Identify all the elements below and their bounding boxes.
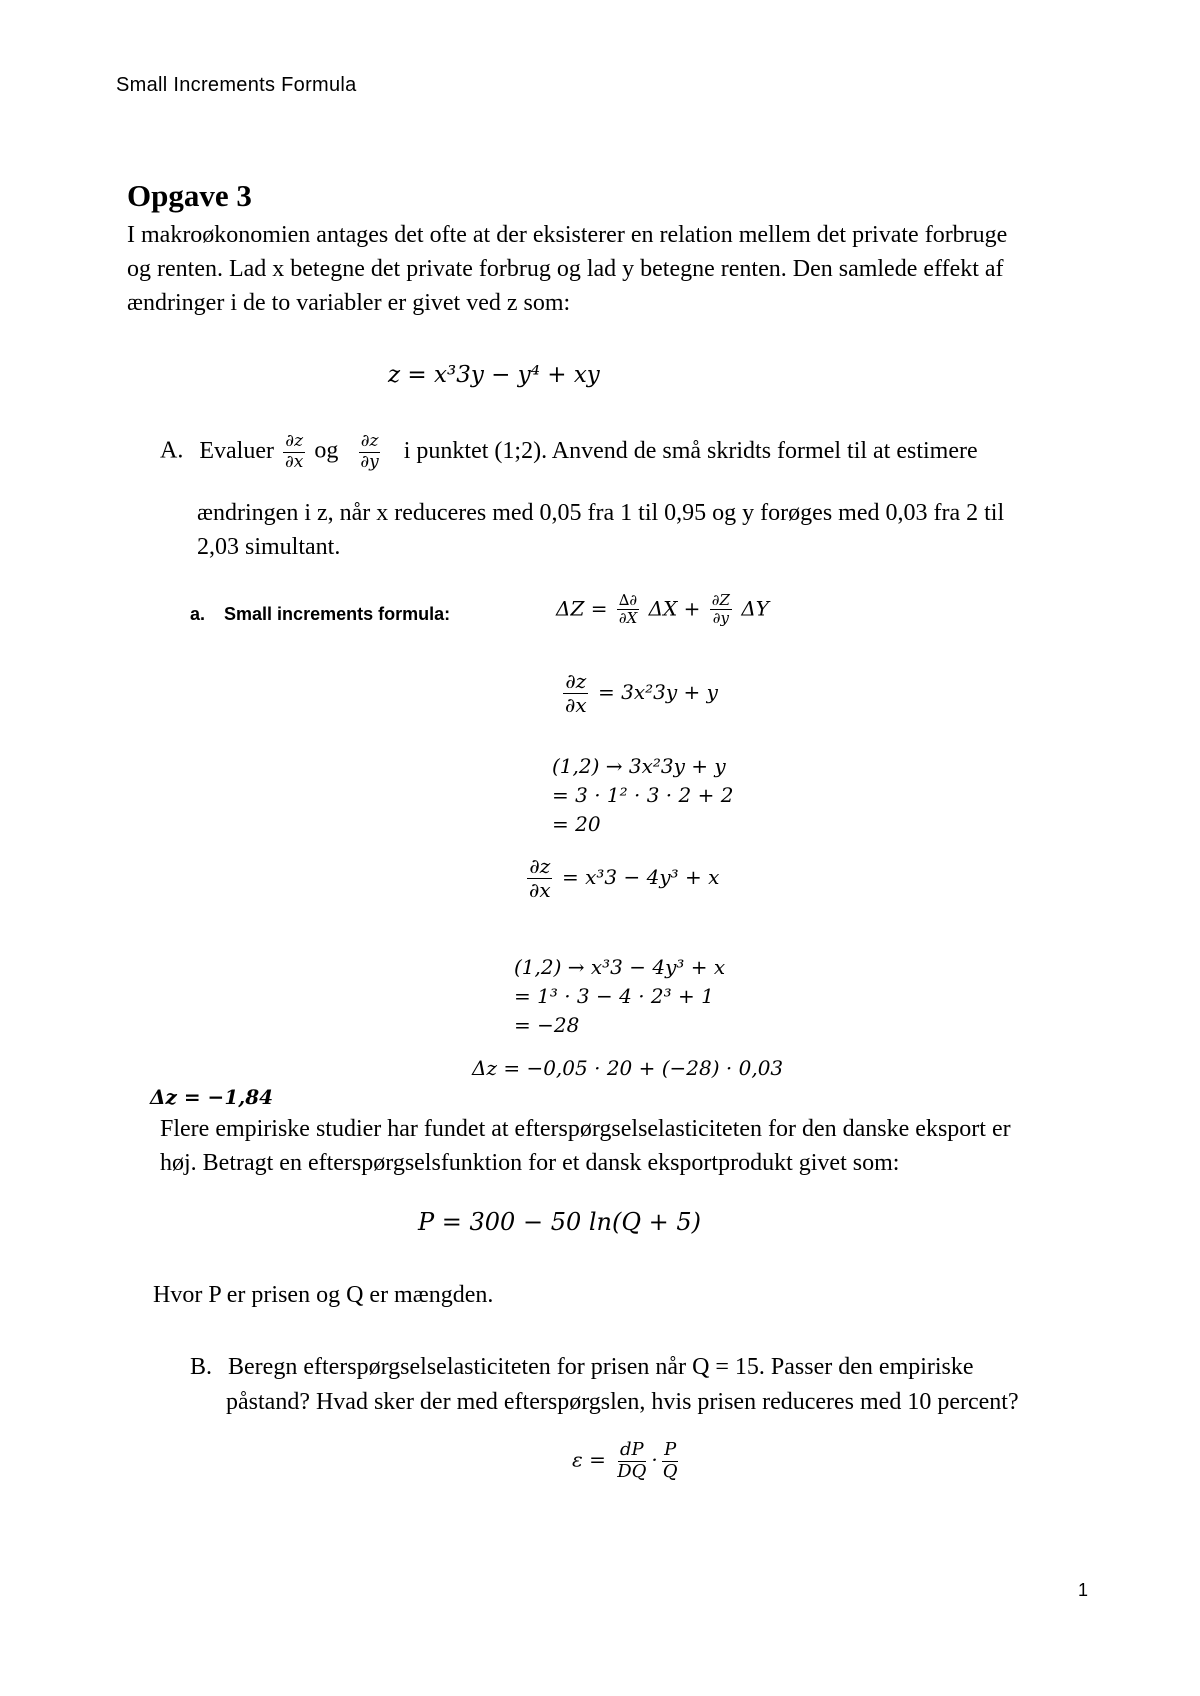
list-bullet: a. xyxy=(190,604,206,624)
part-b-intro xyxy=(160,1112,1011,1180)
frac-numerator: ∂z xyxy=(565,669,587,693)
part-a-rest-line-1: i punktet (1;2). Anvend de små skridts formel til at estimere xyxy=(403,437,978,464)
task-intro xyxy=(127,218,1087,320)
task-equation: z = x³3y − y⁴ + xy xyxy=(388,362,600,388)
formula-mid: ΔX + xyxy=(648,596,701,621)
frac-denominator: ∂x xyxy=(284,451,304,472)
part-a-line-2: ændringen i z, når x reduceres med 0,05 fra 1 til 0,95 og y forøges med 0,03 fra 2 til xyxy=(197,500,1005,526)
formula-frac-2 xyxy=(710,592,732,628)
evaluate-word: Evaluer xyxy=(199,437,274,464)
demand-equation: P = 300 − 50 ln(Q + 5) xyxy=(418,1208,702,1236)
part-a-label: A. xyxy=(160,437,184,464)
part-b-text-1: Beregn efterspørgselselasticiteten for prisen når Q = 15. Passer den empiriske xyxy=(228,1354,974,1380)
frac-denominator: DQ xyxy=(617,1460,647,1482)
intro-line-3: ændringer i de to variabler er givet ved z som: xyxy=(127,290,571,316)
dz-dy-fraction xyxy=(527,855,553,902)
eval-block-1 xyxy=(552,752,733,839)
eval-2-line-1: (1,2) → x³3 − 4y³ + x xyxy=(514,955,726,979)
page-number: 1 xyxy=(1077,1580,1088,1600)
part-a-line-3: 2,03 simultant. xyxy=(197,534,341,560)
part-b-intro-line-2: høj. Betragt en efterspørgselsfunktion for et dansk eksportprodukt givet som: xyxy=(160,1150,900,1176)
eval-block-2 xyxy=(514,953,725,1040)
dot-operator: · xyxy=(651,1447,658,1472)
frac-denominator: ∂x xyxy=(565,693,587,717)
elasticity-formula xyxy=(572,1440,683,1482)
part-b-line-1 xyxy=(190,1350,1019,1385)
frac-denominator: ∂X xyxy=(618,609,638,628)
formula-frac-1 xyxy=(617,592,639,628)
frac-numerator: ∂z xyxy=(529,854,551,878)
p-q-fraction xyxy=(661,1440,680,1482)
partial-z-x-fraction xyxy=(283,432,305,472)
dz-dy-equation xyxy=(524,855,719,902)
formula-lhs: ΔZ = xyxy=(556,596,608,621)
formula-end: ΔY xyxy=(741,596,769,621)
frac-denominator: Q xyxy=(662,1460,678,1482)
frac-numerator: P xyxy=(664,1439,677,1460)
dp-dq-fraction xyxy=(615,1440,648,1482)
part-b-label: B. xyxy=(190,1354,213,1380)
part-b-line-2: påstand? Hvad sker der med efterspørgslen, hvis prisen reduceres med 10 percent? xyxy=(226,1389,1019,1415)
dz-dx-equation xyxy=(560,670,718,717)
frac-numerator: ∆∂ xyxy=(618,591,638,609)
frac-numerator: ∂z xyxy=(360,431,379,451)
delta-z-calculation: Δz = −0,05 · 20 + (−28) · 0,03 xyxy=(472,1056,784,1080)
eval-1-line-1: (1,2) → 3x²3y + y xyxy=(552,754,726,778)
eval-2-line-2: = 1³ · 3 − 4 · 2³ + 1 xyxy=(514,984,714,1008)
part-b-question xyxy=(190,1350,1019,1420)
eval-2-line-3: = −28 xyxy=(514,1013,580,1037)
eval-1-line-2: = 3 · 1² · 3 · 2 + 2 xyxy=(552,783,734,807)
small-increments-label: Small increments formula: xyxy=(224,604,451,624)
og-word: og xyxy=(314,437,339,464)
dz-dy-rhs: = x³3 − 4y³ + x xyxy=(561,865,720,889)
page-header: Small Increments Formula xyxy=(116,74,357,96)
eval-1-line-3: = 20 xyxy=(552,812,601,836)
intro-line-2: og renten. Lad x betegne det private forbrug og lad y betegne renten. Den samlede effekt af xyxy=(127,256,1004,282)
frac-denominator: ∂x xyxy=(529,878,551,902)
delta-z-result: Δz = −1,84 xyxy=(150,1085,274,1109)
dz-dx-fraction xyxy=(563,670,589,717)
small-increments-formula xyxy=(556,592,769,628)
frac-numerator: ∂Z xyxy=(711,591,730,609)
frac-numerator: dP xyxy=(620,1439,644,1460)
dz-dx-rhs: = 3x²3y + y xyxy=(597,680,718,704)
part-b-intro-line-1: Flere empiriske studier har fundet at efterspørgselselasticiteten for den danske eksport er xyxy=(160,1116,1011,1142)
intro-line-1: I makroøkonomien antages det ofte at der eksisterer en relation mellem det private forbruge xyxy=(127,222,1008,248)
frac-denominator: ∂y xyxy=(712,609,729,628)
solution-a-label xyxy=(190,604,450,625)
partial-z-y-fraction xyxy=(358,432,380,472)
part-a-line-1 xyxy=(160,432,978,472)
frac-denominator: ∂y xyxy=(360,451,379,472)
frac-numerator: ∂z xyxy=(285,431,304,451)
elasticity-lhs: ε = xyxy=(572,1447,606,1472)
hvor-line: Hvor P er prisen og Q er mængden. xyxy=(153,1282,494,1308)
task-heading: Opgave 3 xyxy=(127,178,252,213)
